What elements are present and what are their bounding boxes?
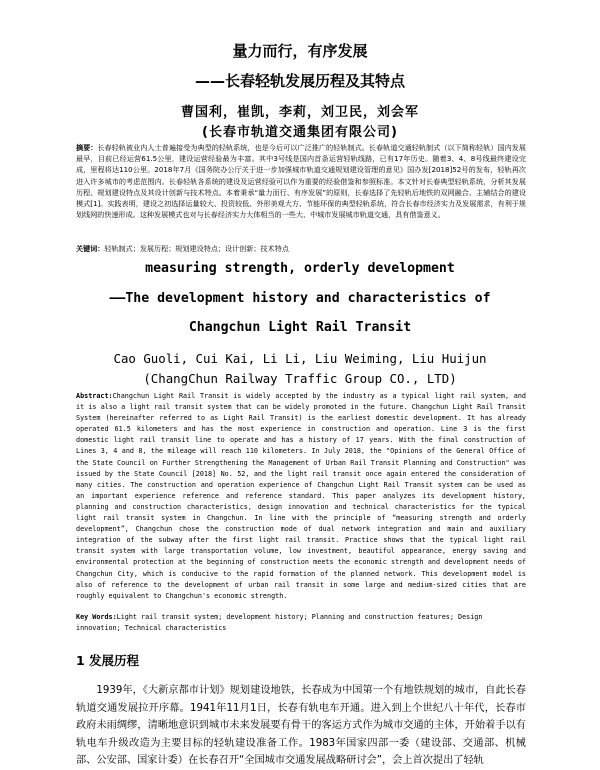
chinese-subtitle: ——长春轻轨发展历程及其特点 bbox=[194, 72, 405, 90]
chinese-keywords bbox=[76, 243, 526, 254]
english-abstract-text: Changchun Light Rail Transit is widely accepted by the industry as a typical light rail system, and it is also a light rail transit system that can be widely promoted in the future. Changchun Light Rail Transit System (hereinafter referred to as Light Rail Transit) is the earliest domestic development. It has already operated 61.5 kilometers and has the most experience in construction and operation. Line 3 is the first domestic light rail transit line to operate and has a history of 17 years. With the final construction of Lines 3, 4 and 8, the mileage will reach 110 kilometers. In July 2018, the "Opinions of the General Office of the State Council on Further Strengthening the Management of Urban Rail Transit Planning and Construction" was issued by the State Council [2018] No. 52, and the light rail transit once again entered the consideration of many cities. The construction and operation experience of Changchun Light Rail Transit system can be used as an important experience reference and reference standard. This paper analyzes its development history, planning and construction characteristics, design innovation and technical characteristics for the typical light rail transit system in Changchun. In line with the principle of “measuring strength and orderly development”, Changchun chose the construction mode of dual network integration and main and auxiliary integration of the subway after the first light rail transit. Practice shows that the typical light rail transit system with large transportation volume, low investment, beautiful appearance, energy saving and environmental protection at the beginning of construction meets the economic strength and development needs of Changchun City, which is conducive to the rapid formation of the planned network. This development model is also of reference to the development of urban rail transit in some large and medium-sized cities that are roughly equivalent to Changchun's economic strength. bbox=[76, 392, 526, 600]
english-keywords-text: Light rail transit system; development history; Planning and construction features; Design innovation; Technical characteristics bbox=[76, 613, 483, 632]
english-abstract-label: Abstract: bbox=[76, 392, 113, 400]
english-abstract bbox=[76, 391, 526, 602]
chinese-abstract bbox=[76, 142, 526, 220]
chinese-authors: 曹国利，崔凯，李莉，刘卫民，刘会军 bbox=[180, 105, 419, 120]
english-authors: Cao Guoli, Cui Kai, Li Li, Liu Weiming, Liu Huijun bbox=[113, 351, 487, 366]
section-heading: 1 发展历程 bbox=[76, 653, 140, 668]
chinese-title: 量力而行，有序发展 bbox=[232, 42, 368, 60]
chinese-abstract-text: 长春轻轨被业内人士普遍接受为典型的轻轨系统，也是今后可以广泛推广的轻轨制式。长春轨道交通轻轨制式（以下简称轻轨）国内发展最早，目前已经运营61.5公里，建设运营经验最为丰富。其中3号线是国内首条运营轻轨线路，已有17年历史。随着3、4、8号线最终建设完成，里程将达110公里。2018年7月《国务院办公厅关于进一步加强城市轨道交通规划建设管理的意见》国办发[2018]52号的发布，轻轨再次进入许多城市的考虑范围内。长春轻轨各系统的建设及运营经验可以作为重要的经验借鉴和参照标准。本文针对长春典型轻轨系统，分析其发展历程、规划建设特点及其设计创新与技术特点。本着秉承“量力而行、有序发展”的原则，长春选择了先轻轨后地铁的双网融合、主辅结合的建设模式[1]。实践表明，建设之初选择运量较大、投资较低、外形美观大方、节能环保的典型轻轨系统，符合长春市经济实力及发展需求，有利于规划线网的快速形成。这种发展模式也对与长春经济实力大体相当的一些大、中城市发展城市轨道交通，具有借鉴意义。 bbox=[76, 143, 527, 220]
english-title-line2: ——The development history and characteristics of bbox=[109, 291, 491, 306]
chinese-keywords-label: 关键词： bbox=[76, 244, 105, 253]
chinese-abstract-label: 摘要： bbox=[76, 143, 98, 152]
english-title-line3: Changchun Light Rail Transit bbox=[188, 320, 412, 335]
english-title-line1: measuring strength, orderly development bbox=[145, 261, 455, 276]
english-keywords bbox=[76, 612, 526, 634]
english-keywords-label: Key Words: bbox=[76, 613, 117, 621]
chinese-affiliation: (长春市轨道交通集团有限公司) bbox=[202, 125, 398, 140]
english-affiliation: (ChangChun Railway Traffic Group CO., LTD) bbox=[143, 371, 457, 386]
section-body-paragraph: 1939年，《大新京都市计划》规划建设地铁，长春成为中国第一个有地铁规划的城市，自此长春轨道交通发展拉开序幕。1941年11月1日，长春有轨电车开通。进入到上个世纪八十年代，长春市政府未雨绸缪，清晰地意识到城市未来发展要有骨干的客运方式作为城市交通的主体，开始着手以有轨电车升级改造为主要目标的轻轨建设准备工作。1983年国家四部一委（建设部、交通部、机械部、公安部、国家计委）在长春召开“全国城市交通发展战略研讨会”，会上首次提出了轻轨 bbox=[76, 685, 526, 767]
chinese-keywords-text: 轻轨制式；发展历程；规划建设特点；设计创新；技术特点 bbox=[104, 244, 289, 253]
